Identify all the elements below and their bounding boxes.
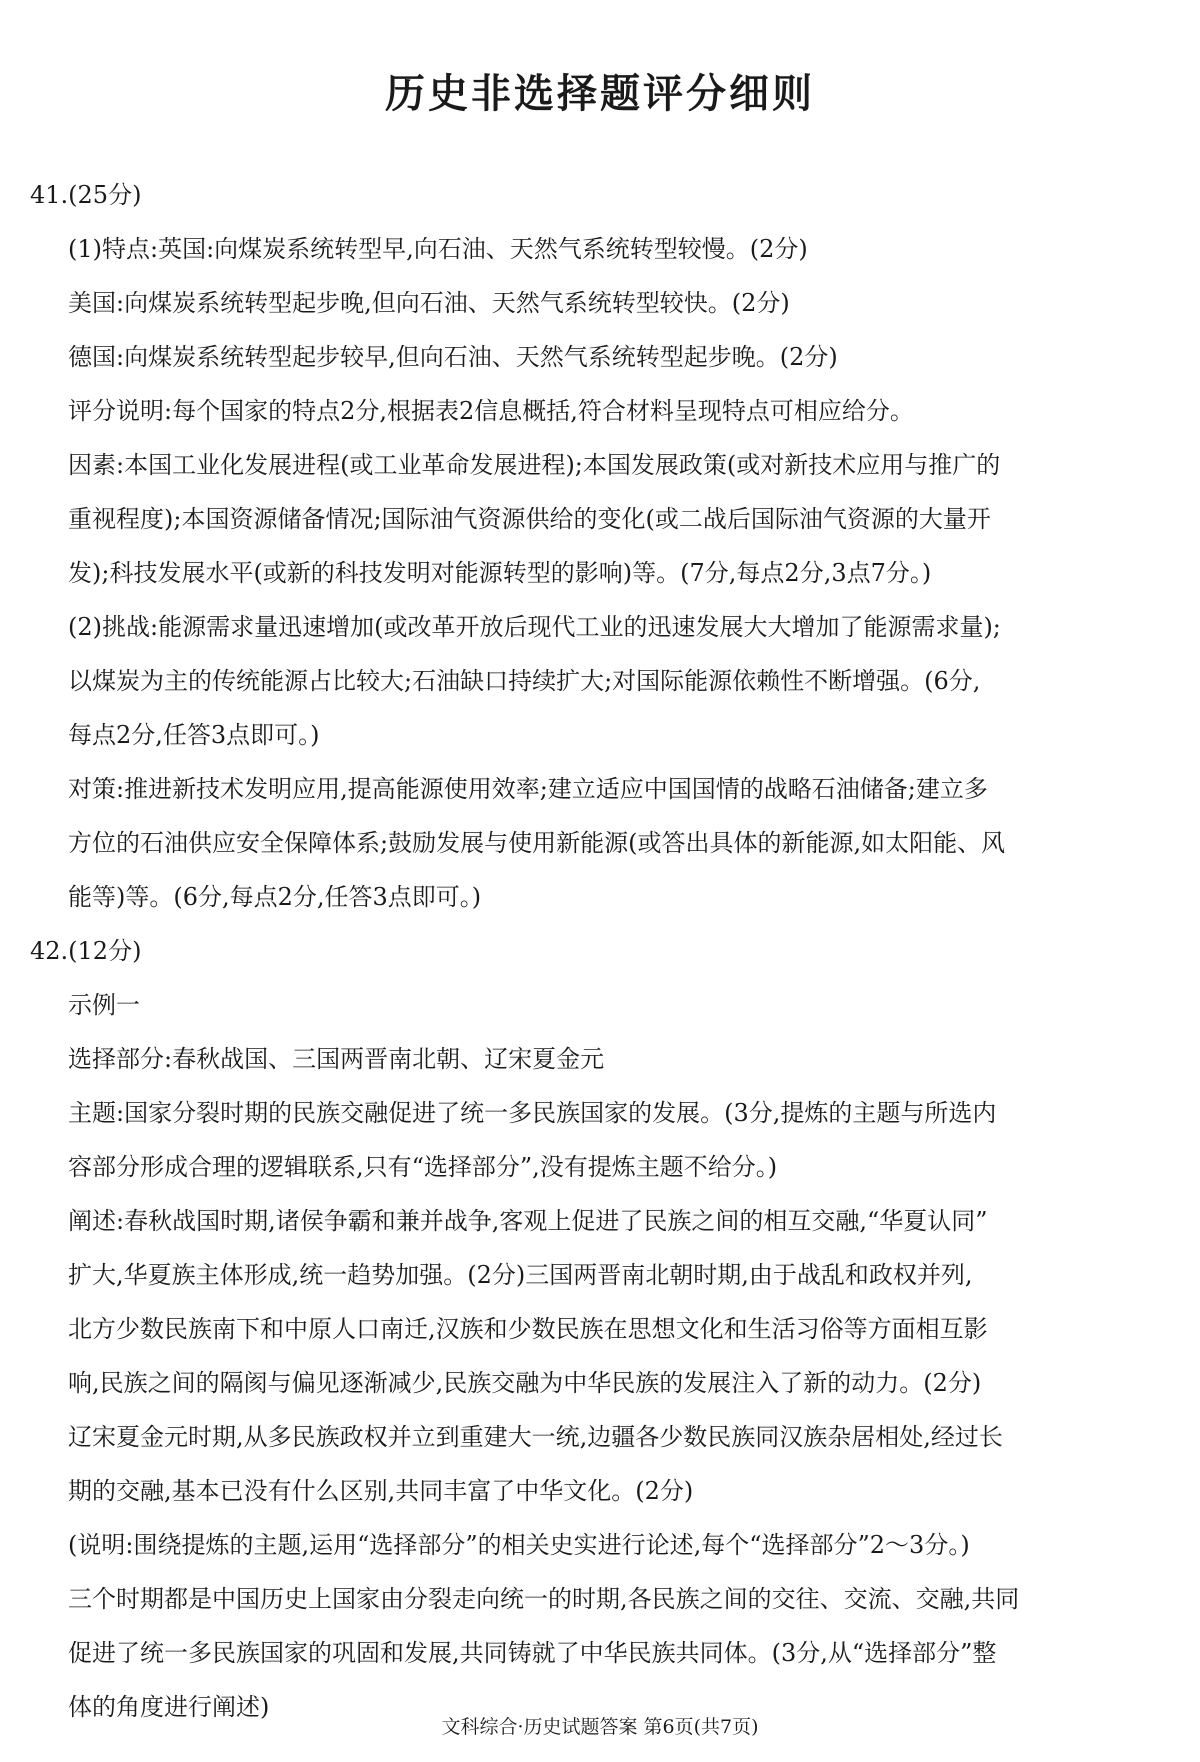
q41-line: 以煤炭为主的传统能源占比较大;石油缺口持续扩大;对国际能源依赖性不断增强。(6分, (68, 667, 981, 695)
q41-line: 德国:向煤炭系统转型起步较早,但向石油、天然气系统转型起步晚。(2分) (68, 343, 838, 371)
question-42-header: 42.(12分) (30, 937, 142, 965)
q42-line: 容部分形成合理的逻辑联系,只有“选择部分”,没有提炼主题不给分。) (68, 1153, 778, 1181)
q42-line: 期的交融,基本已没有什么区别,共同丰富了中华文化。(2分) (68, 1477, 694, 1505)
q42-line: 选择部分:春秋战国、三国两晋南北朝、辽宋夏金元 (68, 1045, 605, 1073)
q42-line: 示例一 (68, 991, 140, 1019)
q42-line: 三个时期都是中国历史上国家由分裂走向统一的时期,各民族之间的交往、交流、交融,共同 (68, 1585, 1020, 1613)
q41-line: 美国:向煤炭系统转型起步晚,但向石油、天然气系统转型较快。(2分) (68, 289, 790, 317)
page-title: 历史非选择题评分细则 (385, 71, 815, 117)
q41-line: 方位的石油供应安全保障体系;鼓励发展与使用新能源(或答出具体的新能源,如太阳能、风 (68, 829, 1006, 857)
question-41-header: 41.(25分) (30, 181, 142, 209)
q41-line: 对策:推进新技术发明应用,提高能源使用效率;建立适应中国国情的战略石油储备;建立多 (68, 775, 988, 803)
q42-line: 辽宋夏金元时期,从多民族政权并立到重建大一统,边疆各少数民族同汉族杂居相处,经过长 (68, 1423, 1003, 1451)
q42-line: 北方少数民族南下和中原人口南迁,汉族和少数民族在思想文化和生活习俗等方面相互影 (68, 1315, 988, 1343)
q41-line: 发);科技发展水平(或新的科技发明对能源转型的影响)等。(7分,每点2分,3点7分。) (68, 559, 932, 587)
q42-line: 响,民族之间的隔阂与偏见逐渐减少,民族交融为中华民族的发展注入了新的动力。(2分) (68, 1369, 982, 1397)
q42-line: 体的角度进行阐述) (68, 1693, 270, 1721)
q41-line: 重视程度);本国资源储备情况;国际油气资源供给的变化(或二战后国际油气资源的大量开 (68, 505, 991, 533)
q42-line: 扩大,华夏族主体形成,统一趋势加强。(2分)三国两晋南北朝时期,由于战乱和政权并列, (68, 1261, 973, 1289)
q41-line: (1)特点:英国:向煤炭系统转型早,向石油、天然气系统转型较慢。(2分) (68, 235, 808, 263)
q41-line: (2)挑战:能源需求量迅速增加(或改革开放后现代工业的迅速发展大大增加了能源需求量); (68, 613, 1001, 641)
answer-body (30, 168, 1170, 1734)
page-footer: 文科综合·历史试题答案 第6页(共7页) (441, 1716, 759, 1738)
q42-line: 阐述:春秋战国时期,诸侯争霸和兼并战争,客观上促进了民族之间的相互交融,“华夏认同” (68, 1207, 988, 1235)
q41-line: 能等)等。(6分,每点2分,任答3点即可。) (68, 883, 482, 911)
q41-line: 因素:本国工业化发展进程(或工业革命发展进程);本国发展政策(或对新技术应用与推广的 (68, 451, 1001, 479)
q42-line: 促进了统一多民族国家的巩固和发展,共同铸就了中华民族共同体。(3分,从“选择部分”整 (68, 1639, 997, 1667)
q41-line: 每点2分,任答3点即可。) (68, 721, 320, 749)
q42-line: 主题:国家分裂时期的民族交融促进了统一多民族国家的发展。(3分,提炼的主题与所选内 (68, 1099, 997, 1127)
q41-line: 评分说明:每个国家的特点2分,根据表2信息概括,符合材料呈现特点可相应给分。 (68, 397, 914, 425)
q42-line: (说明:围绕提炼的主题,运用“选择部分”的相关史实进行论述,每个“选择部分”2～3分。) (68, 1531, 970, 1559)
